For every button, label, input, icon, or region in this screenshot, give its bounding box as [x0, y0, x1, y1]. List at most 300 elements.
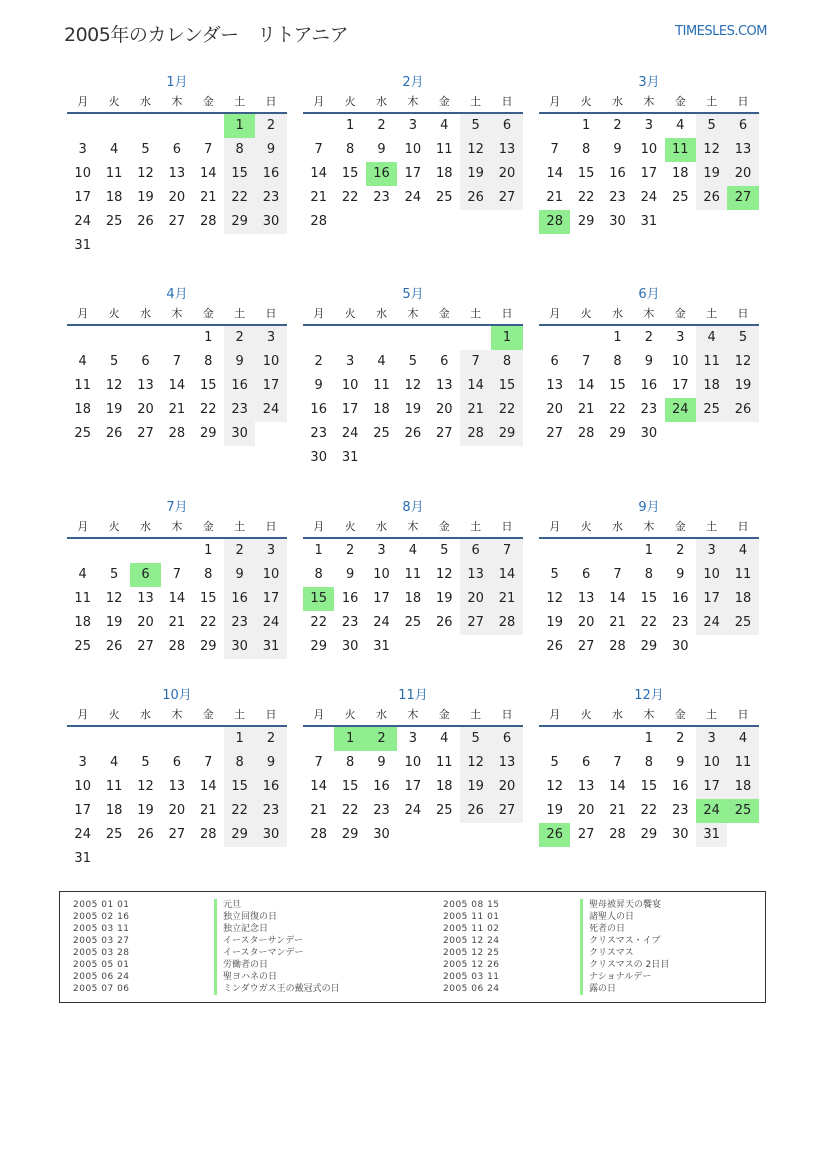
week-row	[303, 186, 523, 210]
day-cell: 11	[665, 138, 696, 162]
day-cell: 29	[341, 827, 359, 842]
day-cell: 15	[577, 166, 595, 181]
week-row	[67, 823, 287, 847]
week-row	[67, 847, 287, 871]
weekday-label: 日	[265, 520, 277, 533]
day-cell: 6	[581, 567, 591, 582]
brand-link[interactable]: TIMESLES.COM	[675, 24, 767, 39]
day-cell: 26	[460, 186, 491, 210]
day-cell: 5	[109, 567, 119, 582]
week-row	[539, 587, 759, 611]
day-cell: 13	[137, 378, 154, 393]
empty-cell	[334, 210, 365, 234]
day-cell: 22	[199, 402, 217, 417]
weekday-header	[539, 517, 759, 539]
empty-cell	[570, 727, 601, 751]
day-cell: 6	[440, 354, 449, 369]
weekday-header	[67, 705, 287, 727]
weekday-header	[67, 304, 287, 326]
day-cell: 31	[696, 823, 727, 847]
day-cell: 25	[74, 426, 91, 441]
empty-cell	[727, 422, 758, 446]
day-cell: 17	[255, 374, 286, 398]
weekday-label: 木	[171, 520, 183, 533]
empty-cell	[334, 326, 365, 350]
day-cell: 26	[539, 823, 570, 847]
weekday-label: 金	[438, 307, 450, 320]
day-cell: 3	[696, 539, 727, 563]
day-cell: 31	[255, 635, 286, 659]
day-cell: 12	[546, 779, 563, 794]
day-cell: 21	[310, 190, 327, 205]
empty-cell	[727, 635, 758, 659]
day-cell: 15	[224, 775, 255, 799]
day-cell: 5	[460, 114, 491, 138]
day-cell: 7	[550, 142, 559, 157]
legend-holiday-name: ナショナルデー	[580, 971, 651, 983]
empty-cell	[224, 847, 255, 871]
day-cell: 14	[199, 166, 217, 181]
week-row	[67, 114, 287, 138]
weekday-label: 土	[706, 95, 718, 108]
week-row	[67, 539, 287, 563]
day-cell: 27	[546, 426, 563, 441]
weekday-label: 火	[108, 708, 120, 721]
empty-cell	[161, 539, 192, 563]
day-cell: 19	[546, 803, 563, 818]
day-cell: 1	[224, 727, 255, 751]
week-row	[539, 563, 759, 587]
day-cell: 26	[105, 426, 123, 441]
day-cell: 19	[137, 803, 154, 818]
empty-cell	[67, 114, 98, 138]
weekday-label: 金	[674, 520, 686, 533]
day-cell: 16	[255, 162, 286, 186]
day-cell: 28	[539, 210, 570, 234]
day-cell: 12	[435, 567, 453, 582]
day-cell: 7	[314, 755, 323, 770]
empty-cell	[570, 326, 601, 350]
day-cell: 6	[172, 755, 181, 770]
month-name: 11月	[398, 688, 428, 703]
day-cell: 6	[460, 539, 491, 563]
day-cell: 23	[224, 398, 255, 422]
weekday-label: 火	[108, 307, 120, 320]
weekday-label: 日	[265, 708, 277, 721]
week-row	[303, 398, 523, 422]
week-row	[303, 422, 523, 446]
day-cell: 11	[105, 166, 123, 181]
holiday-legend	[59, 891, 766, 1003]
day-cell: 25	[727, 611, 758, 635]
legend-holiday-name: 独立記念日	[214, 923, 268, 935]
day-cell: 17	[696, 775, 727, 799]
day-cell: 17	[404, 779, 422, 794]
day-cell: 19	[105, 402, 123, 417]
weekday-label: 日	[501, 520, 513, 533]
day-cell: 21	[310, 803, 327, 818]
week-row	[303, 374, 523, 398]
week-row	[303, 138, 523, 162]
day-cell: 8	[491, 350, 522, 374]
day-cell: 20	[577, 615, 595, 630]
empty-cell	[130, 727, 161, 751]
day-cell: 10	[341, 378, 359, 393]
month-name: 5月	[402, 287, 424, 302]
day-cell: 28	[199, 827, 217, 842]
day-cell: 11	[727, 563, 758, 587]
day-cell: 7	[172, 567, 181, 582]
day-cell: 14	[577, 378, 595, 393]
empty-cell	[397, 210, 428, 234]
day-cell: 10	[74, 779, 91, 794]
day-cell: 1	[644, 543, 653, 558]
legend-date: 2005 12 24	[443, 936, 500, 946]
empty-cell	[397, 446, 428, 470]
weekday-label: 月	[313, 708, 325, 721]
weekday-label: 木	[171, 307, 183, 320]
day-cell: 11	[696, 350, 727, 374]
day-cell: 16	[310, 402, 327, 417]
empty-cell	[460, 635, 491, 659]
month-name: 8月	[402, 500, 424, 515]
day-cell: 7	[204, 755, 213, 770]
day-cell: 9	[314, 378, 323, 393]
day-cell: 1	[644, 731, 653, 746]
day-cell: 24	[696, 799, 727, 823]
day-cell: 31	[74, 851, 91, 866]
day-cell: 2	[224, 539, 255, 563]
day-cell: 9	[224, 350, 255, 374]
day-grid	[67, 114, 287, 258]
weekday-label: 土	[470, 708, 482, 721]
empty-cell	[491, 446, 522, 470]
weekday-label: 木	[407, 307, 419, 320]
day-cell: 10	[373, 567, 390, 582]
day-cell: 19	[460, 162, 491, 186]
day-cell: 20	[168, 803, 186, 818]
weekday-label: 金	[438, 95, 450, 108]
month-10	[67, 687, 287, 871]
empty-cell	[303, 326, 334, 350]
empty-cell	[193, 847, 224, 871]
day-cell: 29	[224, 210, 255, 234]
day-cell: 7	[491, 539, 522, 563]
day-cell: 4	[377, 354, 386, 369]
weekday-label: 日	[501, 307, 513, 320]
weekday-label: 金	[674, 307, 686, 320]
legend-holiday-name: クリスマス	[580, 947, 634, 959]
month-name: 6月	[638, 287, 660, 302]
day-cell: 3	[255, 326, 286, 350]
legend-holiday-name: 諸聖人の日	[580, 911, 634, 923]
day-cell: 29	[609, 426, 626, 441]
empty-cell	[67, 326, 98, 350]
day-cell: 24	[74, 827, 91, 842]
week-row	[539, 727, 759, 751]
day-cell: 5	[141, 142, 150, 157]
empty-cell	[602, 727, 633, 751]
day-cell: 14	[491, 563, 522, 587]
day-cell: 21	[168, 402, 186, 417]
day-cell: 11	[435, 755, 453, 770]
day-cell: 9	[613, 142, 622, 157]
legend-date: 2005 02 16	[73, 912, 130, 922]
empty-cell	[255, 234, 286, 258]
empty-cell	[130, 234, 161, 258]
day-cell: 19	[460, 775, 491, 799]
day-cell: 12	[404, 378, 422, 393]
day-cell: 21	[546, 190, 563, 205]
week-row	[67, 727, 287, 751]
day-cell: 15	[609, 378, 626, 393]
day-cell: 30	[255, 823, 286, 847]
empty-cell	[98, 326, 129, 350]
day-cell: 1	[204, 543, 213, 558]
week-row	[303, 114, 523, 138]
day-cell: 24	[696, 611, 727, 635]
empty-cell	[98, 727, 129, 751]
day-cell: 28	[199, 214, 217, 229]
day-grid	[67, 727, 287, 871]
day-cell: 31	[640, 214, 658, 229]
weekday-label: 水	[139, 307, 151, 320]
day-cell: 22	[224, 799, 255, 823]
day-cell: 15	[341, 166, 359, 181]
week-row	[539, 374, 759, 398]
day-cell: 30	[640, 426, 658, 441]
day-cell: 20	[577, 803, 595, 818]
day-cell: 19	[435, 591, 453, 606]
day-cell: 19	[137, 190, 154, 205]
day-cell: 6	[491, 727, 522, 751]
weekday-label: 水	[611, 95, 623, 108]
day-cell: 24	[640, 190, 658, 205]
weekday-header	[67, 517, 287, 539]
weekday-label: 月	[313, 95, 325, 108]
month-name: 1月	[166, 75, 188, 90]
weekday-label: 水	[611, 708, 623, 721]
day-cell: 23	[341, 615, 359, 630]
day-cell: 18	[696, 374, 727, 398]
day-cell: 25	[696, 398, 727, 422]
week-row	[539, 635, 759, 659]
day-cell: 10	[640, 142, 658, 157]
weekday-label: 月	[549, 95, 561, 108]
weekday-label: 金	[202, 307, 214, 320]
day-cell: 30	[224, 422, 255, 446]
weekday-label: 月	[313, 307, 325, 320]
day-cell: 2	[676, 543, 685, 558]
day-cell: 23	[373, 190, 390, 205]
day-cell: 9	[644, 354, 653, 369]
month-name: 2月	[402, 75, 424, 90]
day-cell: 3	[696, 727, 727, 751]
day-cell: 17	[404, 166, 422, 181]
weekday-label: 水	[375, 95, 387, 108]
day-cell: 1	[345, 118, 355, 133]
day-cell: 4	[109, 755, 119, 770]
empty-cell	[491, 823, 522, 847]
empty-cell	[161, 114, 192, 138]
day-cell: 31	[74, 238, 91, 253]
weekday-label: 木	[643, 307, 655, 320]
day-cell: 9	[676, 567, 685, 582]
day-cell: 10	[74, 166, 91, 181]
weekday-label: 火	[344, 95, 356, 108]
weekday-header	[67, 92, 287, 114]
day-cell: 11	[105, 779, 123, 794]
day-cell: 27	[137, 426, 154, 441]
day-cell: 11	[727, 751, 758, 775]
day-cell: 25	[435, 190, 453, 205]
weekday-label: 月	[77, 307, 89, 320]
weekday-label: 日	[737, 307, 749, 320]
day-cell: 27	[577, 639, 595, 654]
day-cell: 2	[345, 543, 355, 558]
month-6	[539, 286, 759, 446]
day-cell: 24	[665, 398, 696, 422]
day-cell: 25	[671, 190, 689, 205]
empty-cell	[161, 234, 192, 258]
week-row	[67, 611, 287, 635]
day-cell: 10	[696, 563, 727, 587]
empty-cell	[366, 326, 397, 350]
empty-cell	[491, 210, 522, 234]
day-cell: 16	[366, 162, 397, 186]
weekday-label: 日	[265, 95, 277, 108]
day-cell: 11	[74, 378, 91, 393]
week-row	[303, 799, 523, 823]
week-row	[67, 587, 287, 611]
empty-cell	[460, 823, 491, 847]
day-cell: 9	[377, 755, 386, 770]
day-cell: 11	[404, 567, 422, 582]
day-grid	[303, 539, 523, 659]
day-cell: 28	[310, 827, 327, 842]
day-cell: 6	[550, 354, 559, 369]
day-cell: 6	[581, 755, 591, 770]
day-cell: 16	[224, 374, 255, 398]
day-grid	[67, 539, 287, 659]
day-cell: 18	[404, 591, 422, 606]
legend-holiday-name: 独立回復の日	[214, 911, 277, 923]
month-name: 3月	[638, 75, 660, 90]
week-row	[67, 374, 287, 398]
day-cell: 19	[696, 162, 727, 186]
legend-date: 2005 03 27	[73, 936, 130, 946]
day-cell: 4	[676, 118, 685, 133]
empty-cell	[429, 446, 460, 470]
weekday-label: 水	[375, 520, 387, 533]
weekday-header	[303, 705, 523, 727]
day-cell: 28	[460, 422, 491, 446]
day-cell: 3	[255, 539, 286, 563]
weekday-label: 木	[643, 708, 655, 721]
day-cell: 28	[609, 639, 626, 654]
week-row	[303, 326, 523, 350]
empty-cell	[460, 326, 491, 350]
day-cell: 13	[491, 751, 522, 775]
day-cell: 26	[404, 426, 422, 441]
empty-cell	[303, 727, 334, 751]
week-row	[539, 823, 759, 847]
legend-date: 2005 03 28	[73, 948, 130, 958]
day-cell: 5	[550, 755, 559, 770]
day-cell: 15	[640, 591, 658, 606]
empty-cell	[161, 727, 192, 751]
day-cell: 4	[440, 118, 449, 133]
day-cell: 30	[255, 210, 286, 234]
weekday-header	[303, 304, 523, 326]
day-cell: 14	[460, 374, 491, 398]
month-name: 10月	[162, 688, 192, 703]
day-cell: 22	[310, 615, 327, 630]
day-cell: 1	[613, 330, 622, 345]
day-cell: 20	[491, 162, 522, 186]
empty-cell	[193, 727, 224, 751]
empty-cell	[161, 847, 192, 871]
weekday-label: 火	[580, 307, 592, 320]
day-cell: 24	[255, 611, 286, 635]
day-cell: 25	[435, 803, 453, 818]
day-cell: 21	[577, 402, 595, 417]
legend-holiday-name: ミンダウガス王の戴冠式の日	[214, 983, 340, 995]
empty-cell	[255, 847, 286, 871]
weekday-label: 月	[77, 708, 89, 721]
week-row	[303, 563, 523, 587]
day-cell: 31	[341, 450, 359, 465]
empty-cell	[366, 446, 397, 470]
day-cell: 13	[577, 779, 595, 794]
empty-cell	[429, 326, 460, 350]
day-cell: 16	[671, 591, 689, 606]
day-cell: 23	[671, 615, 689, 630]
day-cell: 12	[105, 591, 123, 606]
empty-cell	[429, 823, 460, 847]
weekday-header	[303, 517, 523, 539]
day-cell: 12	[696, 138, 727, 162]
day-cell: 9	[345, 567, 355, 582]
day-cell: 18	[727, 775, 758, 799]
day-cell: 14	[609, 591, 626, 606]
day-cell: 5	[550, 567, 559, 582]
week-row	[303, 751, 523, 775]
day-cell: 4	[78, 354, 87, 369]
day-cell: 1	[491, 326, 522, 350]
day-cell: 11	[74, 591, 91, 606]
day-cell: 27	[727, 186, 758, 210]
day-cell: 10	[404, 755, 422, 770]
empty-cell	[193, 114, 224, 138]
day-cell: 30	[224, 635, 255, 659]
day-cell: 23	[671, 803, 689, 818]
day-cell: 22	[640, 615, 658, 630]
week-row	[539, 210, 759, 234]
weekday-label: 土	[234, 95, 246, 108]
empty-cell	[130, 847, 161, 871]
day-cell: 15	[640, 779, 658, 794]
day-cell: 11	[373, 378, 390, 393]
weekday-label: 金	[202, 95, 214, 108]
month-9	[539, 499, 759, 659]
day-cell: 13	[137, 591, 154, 606]
week-row	[303, 727, 523, 751]
week-row	[67, 186, 287, 210]
day-cell: 18	[373, 402, 390, 417]
day-grid	[303, 114, 523, 234]
day-cell: 27	[168, 214, 186, 229]
